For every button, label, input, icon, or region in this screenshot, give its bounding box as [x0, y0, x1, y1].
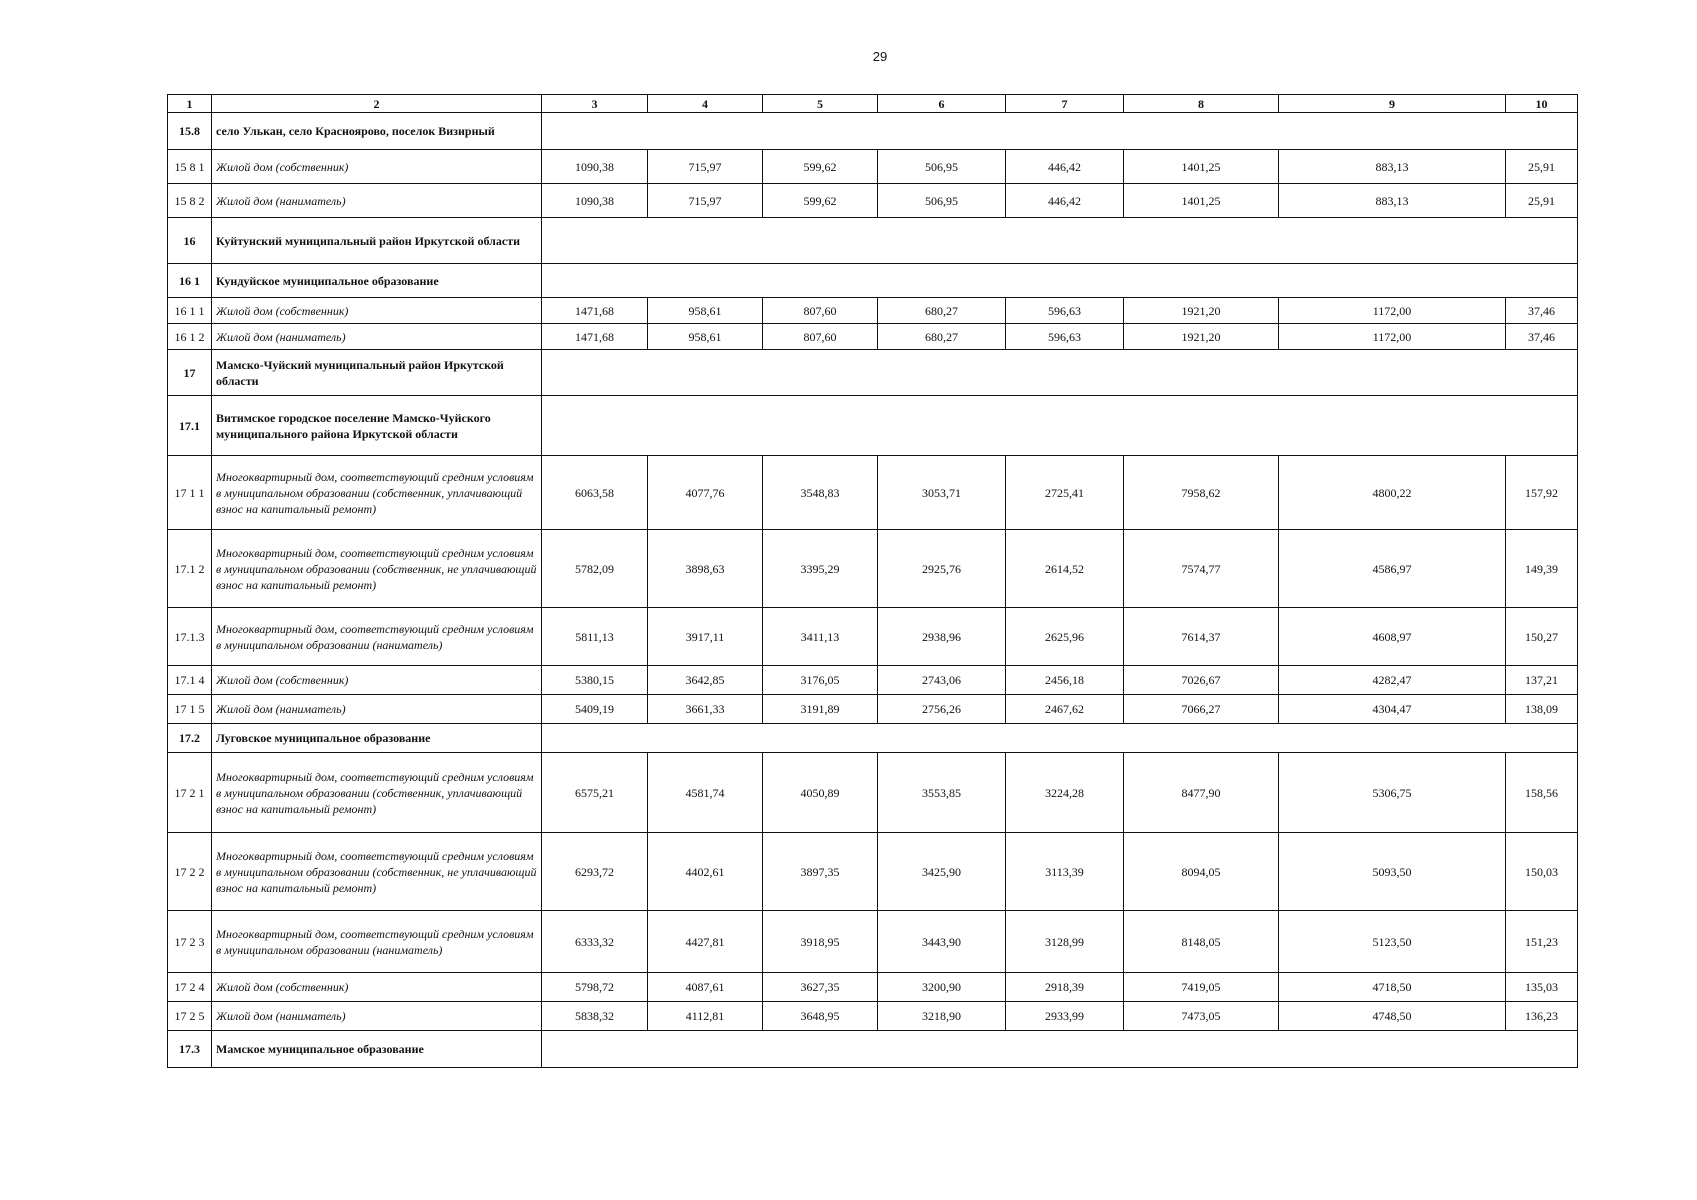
- section-label: Кундуйское муниципальное образование: [212, 264, 542, 298]
- value-cell-col-7: 446,42: [1006, 184, 1124, 218]
- value-cell-col-6: 3218,90: [878, 1002, 1006, 1031]
- row-code: 15 8 2: [168, 184, 212, 218]
- value-cell-col-8: 8148,05: [1124, 911, 1279, 973]
- value-cell-col-10: 150,27: [1506, 608, 1578, 666]
- table-row: [168, 184, 1578, 218]
- section-row: [168, 113, 1578, 150]
- housing-type-description: Жилой дом (наниматель): [212, 1002, 542, 1031]
- value-cell-col-9: 4282,47: [1279, 666, 1506, 695]
- value-cell-col-6: 680,27: [878, 324, 1006, 350]
- housing-type-description: Жилой дом (собственник): [212, 666, 542, 695]
- section-label: Мамское муниципальное образование: [212, 1031, 542, 1068]
- column-number-5: 5: [763, 95, 878, 113]
- value-cell-col-10: 149,39: [1506, 530, 1578, 608]
- row-code: 17.1 2: [168, 530, 212, 608]
- value-cell-col-5: 3191,89: [763, 695, 878, 724]
- value-cell-col-6: 2938,96: [878, 608, 1006, 666]
- column-number-3: 3: [542, 95, 648, 113]
- value-cell-col-9: 5306,75: [1279, 753, 1506, 833]
- section-row: [168, 1031, 1578, 1068]
- tariff-table: [167, 94, 1578, 1068]
- value-cell-col-5: 3548,83: [763, 456, 878, 530]
- value-cell-col-4: 4087,61: [648, 973, 763, 1002]
- value-cell-col-5: 3411,13: [763, 608, 878, 666]
- housing-type-description: Многоквартирный дом, соответствующий средним условиям в муниципальном образовании (собственник, не уплачивающий взнос на капитальный ремонт): [212, 530, 542, 608]
- value-cell-col-5: 3918,95: [763, 911, 878, 973]
- value-cell-col-5: 807,60: [763, 324, 878, 350]
- value-cell-col-10: 25,91: [1506, 184, 1578, 218]
- housing-type-description: Жилой дом (собственник): [212, 150, 542, 184]
- value-cell-col-8: 7614,37: [1124, 608, 1279, 666]
- value-cell-col-8: 1921,20: [1124, 298, 1279, 324]
- value-cell-col-4: 958,61: [648, 324, 763, 350]
- row-code: 17 2 5: [168, 1002, 212, 1031]
- value-cell-col-9: 883,13: [1279, 150, 1506, 184]
- value-cell-col-7: 3128,99: [1006, 911, 1124, 973]
- section-label: село Улькан, село Красноярово, поселок Визирный: [212, 113, 542, 150]
- value-cell-col-7: 2456,18: [1006, 666, 1124, 695]
- value-cell-col-8: 1401,25: [1124, 184, 1279, 218]
- column-number-6: 6: [878, 95, 1006, 113]
- value-cell-col-6: 2925,76: [878, 530, 1006, 608]
- value-cell-col-3: 6063,58: [542, 456, 648, 530]
- value-cell-col-5: 4050,89: [763, 753, 878, 833]
- value-cell-col-5: 3395,29: [763, 530, 878, 608]
- value-cell-col-7: 2933,99: [1006, 1002, 1124, 1031]
- column-number-header-row: [168, 95, 1578, 113]
- column-number-8: 8: [1124, 95, 1279, 113]
- table-row: [168, 666, 1578, 695]
- value-cell-col-9: 883,13: [1279, 184, 1506, 218]
- table-row: [168, 753, 1578, 833]
- value-cell-col-6: 2756,26: [878, 695, 1006, 724]
- row-code: 17.1 4: [168, 666, 212, 695]
- value-cell-col-3: 1471,68: [542, 324, 648, 350]
- row-code: 17.3: [168, 1031, 212, 1068]
- table-row: [168, 298, 1578, 324]
- value-cell-col-3: 1471,68: [542, 298, 648, 324]
- section-blank-span: [542, 264, 1578, 298]
- housing-type-description: Многоквартирный дом, соответствующий средним условиям в муниципальном образовании (собственник, уплачивающий взнос на капитальный ремонт): [212, 456, 542, 530]
- row-code: 17.1.3: [168, 608, 212, 666]
- section-blank-span: [542, 218, 1578, 264]
- value-cell-col-10: 138,09: [1506, 695, 1578, 724]
- value-cell-col-6: 3053,71: [878, 456, 1006, 530]
- section-blank-span: [542, 1031, 1578, 1068]
- row-code: 15 8 1: [168, 150, 212, 184]
- housing-type-description: Многоквартирный дом, соответствующий средним условиям в муниципальном образовании (собственник, не уплачивающий взнос на капитальный ремонт): [212, 833, 542, 911]
- value-cell-col-10: 136,23: [1506, 1002, 1578, 1031]
- value-cell-col-5: 807,60: [763, 298, 878, 324]
- table-row: [168, 456, 1578, 530]
- value-cell-col-3: 6575,21: [542, 753, 648, 833]
- table-row: [168, 324, 1578, 350]
- table-row: [168, 973, 1578, 1002]
- value-cell-col-7: 446,42: [1006, 150, 1124, 184]
- value-cell-col-4: 958,61: [648, 298, 763, 324]
- value-cell-col-8: 7066,27: [1124, 695, 1279, 724]
- value-cell-col-10: 37,46: [1506, 298, 1578, 324]
- housing-type-description: Многоквартирный дом, соответствующий средним условиям в муниципальном образовании (собственник, уплачивающий взнос на капитальный ремонт): [212, 753, 542, 833]
- value-cell-col-8: 7958,62: [1124, 456, 1279, 530]
- value-cell-col-3: 1090,38: [542, 184, 648, 218]
- value-cell-col-4: 3898,63: [648, 530, 763, 608]
- value-cell-col-8: 7473,05: [1124, 1002, 1279, 1031]
- value-cell-col-9: 1172,00: [1279, 324, 1506, 350]
- value-cell-col-5: 3627,35: [763, 973, 878, 1002]
- housing-type-description: Многоквартирный дом, соответствующий средним условиям в муниципальном образовании (наниматель): [212, 911, 542, 973]
- table-row: [168, 608, 1578, 666]
- table-row: [168, 833, 1578, 911]
- value-cell-col-8: 7026,67: [1124, 666, 1279, 695]
- value-cell-col-6: 506,95: [878, 184, 1006, 218]
- row-code: 17 2 3: [168, 911, 212, 973]
- value-cell-col-3: 1090,38: [542, 150, 648, 184]
- value-cell-col-10: 158,56: [1506, 753, 1578, 833]
- value-cell-col-6: 3443,90: [878, 911, 1006, 973]
- value-cell-col-5: 599,62: [763, 150, 878, 184]
- value-cell-col-3: 5811,13: [542, 608, 648, 666]
- value-cell-col-4: 4112,81: [648, 1002, 763, 1031]
- value-cell-col-4: 715,97: [648, 184, 763, 218]
- section-blank-span: [542, 113, 1578, 150]
- value-cell-col-9: 5093,50: [1279, 833, 1506, 911]
- section-row: [168, 350, 1578, 396]
- value-cell-col-4: 4402,61: [648, 833, 763, 911]
- value-cell-col-8: 1401,25: [1124, 150, 1279, 184]
- column-number-4: 4: [648, 95, 763, 113]
- value-cell-col-5: 3176,05: [763, 666, 878, 695]
- section-label: Витимское городское поселение Мамско-Чуйского муниципального района Иркутской области: [212, 396, 542, 456]
- value-cell-col-9: 4748,50: [1279, 1002, 1506, 1031]
- value-cell-col-9: 4586,97: [1279, 530, 1506, 608]
- section-row: [168, 724, 1578, 753]
- housing-type-description: Многоквартирный дом, соответствующий средним условиям в муниципальном образовании (наниматель): [212, 608, 542, 666]
- value-cell-col-6: 680,27: [878, 298, 1006, 324]
- value-cell-col-8: 1921,20: [1124, 324, 1279, 350]
- value-cell-col-9: 1172,00: [1279, 298, 1506, 324]
- row-code: 17.1: [168, 396, 212, 456]
- row-code: 16 1: [168, 264, 212, 298]
- value-cell-col-8: 8477,90: [1124, 753, 1279, 833]
- value-cell-col-10: 137,21: [1506, 666, 1578, 695]
- section-blank-span: [542, 396, 1578, 456]
- column-number-2: 2: [212, 95, 542, 113]
- row-code: 17 1 1: [168, 456, 212, 530]
- value-cell-col-7: 3113,39: [1006, 833, 1124, 911]
- value-cell-col-4: 4427,81: [648, 911, 763, 973]
- value-cell-col-6: 3200,90: [878, 973, 1006, 1002]
- value-cell-col-9: 4304,47: [1279, 695, 1506, 724]
- column-number-10: 10: [1506, 95, 1578, 113]
- value-cell-col-10: 150,03: [1506, 833, 1578, 911]
- value-cell-col-10: 37,46: [1506, 324, 1578, 350]
- value-cell-col-7: 2725,41: [1006, 456, 1124, 530]
- section-label: Куйтунский муниципальный район Иркутской области: [212, 218, 542, 264]
- housing-type-description: Жилой дом (собственник): [212, 973, 542, 1002]
- value-cell-col-7: 2467,62: [1006, 695, 1124, 724]
- value-cell-col-10: 151,23: [1506, 911, 1578, 973]
- value-cell-col-3: 5409,19: [542, 695, 648, 724]
- value-cell-col-4: 715,97: [648, 150, 763, 184]
- value-cell-col-10: 135,03: [1506, 973, 1578, 1002]
- value-cell-col-3: 6333,32: [542, 911, 648, 973]
- value-cell-col-10: 25,91: [1506, 150, 1578, 184]
- table-row: [168, 150, 1578, 184]
- row-code: 16 1 2: [168, 324, 212, 350]
- value-cell-col-7: 2625,96: [1006, 608, 1124, 666]
- table-body: [168, 95, 1578, 1068]
- row-code: 17 2 1: [168, 753, 212, 833]
- value-cell-col-7: 3224,28: [1006, 753, 1124, 833]
- value-cell-col-9: 4718,50: [1279, 973, 1506, 1002]
- value-cell-col-3: 6293,72: [542, 833, 648, 911]
- value-cell-col-3: 5838,32: [542, 1002, 648, 1031]
- value-cell-col-4: 3642,85: [648, 666, 763, 695]
- value-cell-col-4: 3917,11: [648, 608, 763, 666]
- row-code: 17: [168, 350, 212, 396]
- section-blank-span: [542, 724, 1578, 753]
- value-cell-col-4: 4077,76: [648, 456, 763, 530]
- value-cell-col-7: 596,63: [1006, 324, 1124, 350]
- row-code: 17 1 5: [168, 695, 212, 724]
- section-label: Мамско-Чуйский муниципальный район Иркутской области: [212, 350, 542, 396]
- value-cell-col-8: 7574,77: [1124, 530, 1279, 608]
- column-number-1: 1: [168, 95, 212, 113]
- section-row: [168, 264, 1578, 298]
- column-number-7: 7: [1006, 95, 1124, 113]
- section-blank-span: [542, 350, 1578, 396]
- value-cell-col-6: 506,95: [878, 150, 1006, 184]
- section-row: [168, 218, 1578, 264]
- value-cell-col-8: 8094,05: [1124, 833, 1279, 911]
- value-cell-col-9: 4608,97: [1279, 608, 1506, 666]
- section-row: [168, 396, 1578, 456]
- value-cell-col-6: 3553,85: [878, 753, 1006, 833]
- row-code: 15.8: [168, 113, 212, 150]
- value-cell-col-7: 596,63: [1006, 298, 1124, 324]
- value-cell-col-3: 5782,09: [542, 530, 648, 608]
- housing-type-description: Жилой дом (наниматель): [212, 695, 542, 724]
- value-cell-col-5: 599,62: [763, 184, 878, 218]
- value-cell-col-9: 5123,50: [1279, 911, 1506, 973]
- value-cell-col-5: 3897,35: [763, 833, 878, 911]
- value-cell-col-6: 2743,06: [878, 666, 1006, 695]
- table-row: [168, 530, 1578, 608]
- value-cell-col-3: 5798,72: [542, 973, 648, 1002]
- value-cell-col-4: 3661,33: [648, 695, 763, 724]
- value-cell-col-5: 3648,95: [763, 1002, 878, 1031]
- value-cell-col-10: 157,92: [1506, 456, 1578, 530]
- table-row: [168, 1002, 1578, 1031]
- value-cell-col-7: 2918,39: [1006, 973, 1124, 1002]
- row-code: 16: [168, 218, 212, 264]
- value-cell-col-6: 3425,90: [878, 833, 1006, 911]
- value-cell-col-4: 4581,74: [648, 753, 763, 833]
- housing-type-description: Жилой дом (собственник): [212, 298, 542, 324]
- row-code: 16 1 1: [168, 298, 212, 324]
- value-cell-col-9: 4800,22: [1279, 456, 1506, 530]
- page-number: 29: [872, 49, 888, 64]
- row-code: 17 2 4: [168, 973, 212, 1002]
- value-cell-col-8: 7419,05: [1124, 973, 1279, 1002]
- value-cell-col-7: 2614,52: [1006, 530, 1124, 608]
- table-row: [168, 911, 1578, 973]
- section-label: Луговское муниципальное образование: [212, 724, 542, 753]
- row-code: 17 2 2: [168, 833, 212, 911]
- value-cell-col-3: 5380,15: [542, 666, 648, 695]
- column-number-9: 9: [1279, 95, 1506, 113]
- table-row: [168, 695, 1578, 724]
- row-code: 17.2: [168, 724, 212, 753]
- housing-type-description: Жилой дом (наниматель): [212, 324, 542, 350]
- housing-type-description: Жилой дом (наниматель): [212, 184, 542, 218]
